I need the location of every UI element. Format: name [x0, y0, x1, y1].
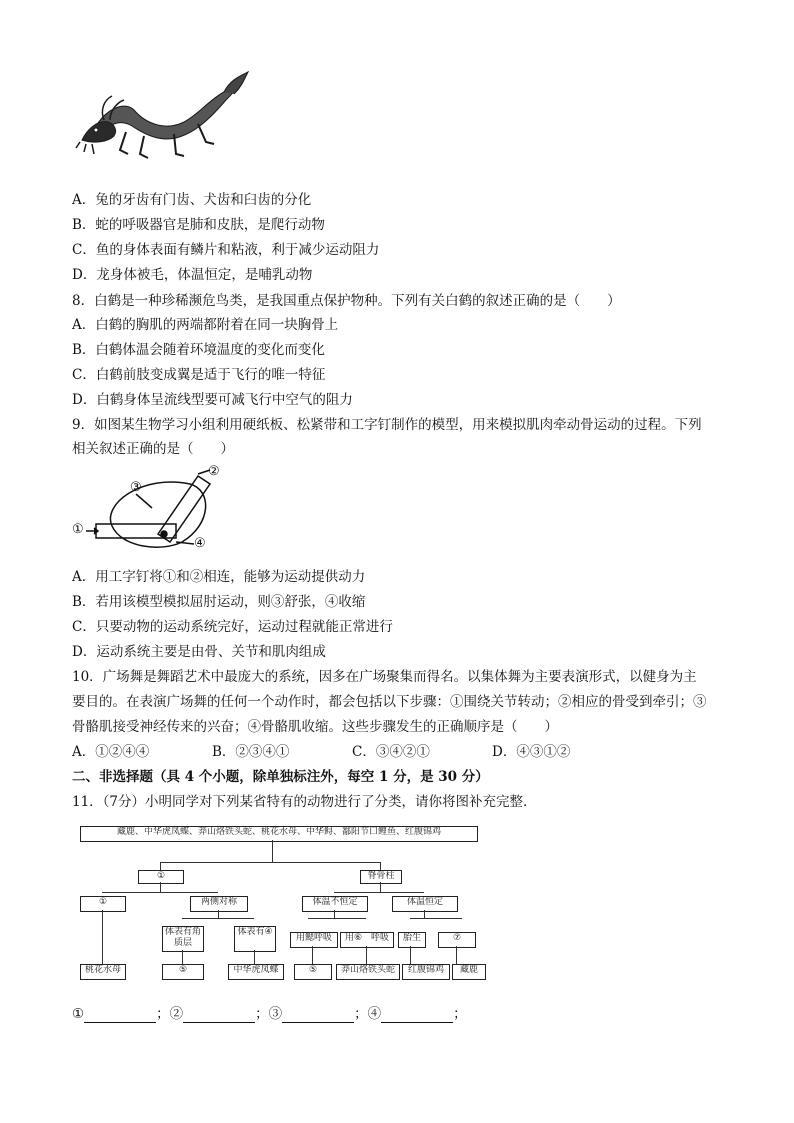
tree-node-6: 体温恒定: [392, 896, 458, 912]
tree-node-3: ①: [80, 896, 126, 912]
answer-label-2: ；②: [156, 1006, 184, 1022]
connector: [102, 910, 103, 964]
tree-leaf-1: 桃花水母: [80, 964, 126, 980]
label-3: ③: [130, 480, 142, 495]
connector: [410, 946, 411, 964]
tree-leaf-5: 莽山烙铁头蛇: [336, 964, 400, 980]
q8-option-c: C．白鹤前肢变成翼是适于飞行的唯一特征: [72, 367, 326, 383]
q9-option-d: D．运动系统主要是由骨、关节和肌肉组成: [72, 644, 326, 660]
label-4: ④: [194, 536, 206, 551]
connector: [410, 918, 462, 919]
connector: [380, 862, 381, 870]
answer-blank-1[interactable]: [84, 1008, 156, 1023]
connector: [312, 946, 313, 964]
label-2: ②: [208, 464, 220, 479]
connector: [218, 910, 219, 918]
connector: [424, 910, 425, 918]
q10-stem-line1: 10．广场舞是舞蹈艺术中最庞大的系统，因多在广场聚集而得名。以集体舞为主要表演形式，以健身为主: [72, 669, 697, 685]
answer-blank-3[interactable]: [282, 1008, 354, 1023]
connector: [160, 862, 161, 870]
tree-leaf-2: ⑤: [162, 964, 204, 980]
q7-option-c: C．鱼的身体表面有鳞片和粘液，利于减少运动阻力: [72, 242, 380, 258]
connector: [102, 892, 218, 893]
q8-stem: 8．白鹤是一种珍稀濒危鸟类，是我国重点保护物种。下列有关白鹤的叙述正确的是（ ）: [72, 293, 621, 309]
q11-stem: 11．（7分）小明同学对下列某省特有的动物进行了分类，请你将图补充完整．: [72, 794, 537, 810]
classification-tree: [72, 822, 492, 992]
connector: [160, 882, 161, 892]
connector: [254, 950, 255, 964]
connector: [456, 946, 457, 964]
q10-option-b: B．②③④①: [212, 744, 290, 760]
connector: [366, 946, 367, 964]
q10-option-a: A．①②④④: [72, 744, 150, 760]
answer-blank-4[interactable]: [381, 1008, 453, 1023]
q7-option-d: D．龙身体被毛，体温恒定，是哺乳动物: [72, 267, 313, 283]
q7-option-b: B．蛇的呼吸器官是肺和皮肤，是爬行动物: [72, 217, 325, 233]
connector: [308, 918, 366, 919]
tree-node-4: 两侧对称: [190, 896, 248, 912]
q9-option-b: B．若用该模型模拟屈肘运动，则③舒张，④收缩: [72, 594, 366, 610]
tree-node-1: ①: [138, 870, 184, 884]
q9-stem-line1: 9．如图某生物学习小组利用硬纸板、松紧带和工字钉制作的模型，用来模拟肌肉牵动骨运动的过程。下列: [72, 417, 702, 433]
label-1: ①: [72, 522, 84, 537]
q8-option-a: A．白鹤的胸肌的两端都附着在同一块胸骨上: [72, 317, 339, 333]
connector: [272, 840, 273, 862]
q9-option-c: C．只要动物的运动系统完好，运动过程就能正常进行: [72, 619, 393, 635]
answer-blank-2[interactable]: [183, 1008, 255, 1023]
tree-node-7: 体表有角质层: [162, 926, 204, 952]
q8-option-b: B．白鹤体温会随着环境温度的变化而变化: [72, 342, 325, 358]
tree-leaf-4: ⑤: [294, 964, 332, 980]
tree-node-5: 体温不恒定: [302, 896, 368, 912]
tree-leaf-3: 中华虎凤蝶: [228, 964, 284, 980]
answer-label-3: ；③: [255, 1006, 283, 1022]
tree-root: 藏鹿、中华虎凤蝶、莽山烙铁头蛇、桃花水母、中华鲟、鄱阳节口鲤鱼、红腹锦鸡: [80, 826, 478, 842]
tree-leaf-6: 红腹锦鸡: [402, 964, 450, 980]
q11-answer-blanks: [72, 1005, 467, 1023]
connector: [334, 892, 424, 893]
tree-leaf-7: 藏鹿: [452, 964, 486, 980]
muscle-model-figure: [72, 464, 232, 559]
tree-node-2: 脊骨柱: [360, 870, 402, 884]
tree-node-9: 用鳃呼吸: [290, 932, 338, 948]
answer-label-4: ；④: [354, 1006, 382, 1022]
tree-node-10: 用⑥ 呼吸: [340, 932, 394, 948]
tree-node-12: ⑦: [438, 932, 476, 948]
q10-option-d: D．④③①②: [492, 744, 571, 760]
connector: [182, 918, 254, 919]
connector: [182, 950, 183, 964]
answer-label-1: ①: [72, 1006, 85, 1022]
q10-stem-line3: 骨骼肌接受神经传来的兴奋；④骨骼肌收缩。这些步骤发生的正确顺序是（ ）: [72, 719, 558, 735]
q10-stem-line2: 要目的。在表演广场舞的任何一个动作时，都会包括以下步骤：①围绕关节转动；②相应的骨受到牵引；③: [72, 694, 707, 710]
connector: [334, 910, 335, 918]
q9-option-a: A．用工字钉将①和②相连，能够为运动提供动力: [72, 569, 366, 585]
tree-node-11: 胎生: [398, 932, 426, 948]
dragon-image: [74, 70, 250, 170]
connector: [380, 882, 381, 892]
q10-option-c: C．③④②①: [352, 744, 430, 760]
q9-stem-line2: 相关叙述正确的是（ ）: [72, 441, 234, 457]
section-2-heading: 二、非选择题（具 4 个小题，除单独标注外，每空 1 分，是 30 分）: [72, 769, 489, 785]
tree-node-8: 体表有④: [234, 926, 276, 952]
q7-option-a: A．兔的牙齿有门齿、犬齿和臼齿的分化: [72, 192, 312, 208]
q8-option-d: D．白鹤身体呈流线型要可减飞行中空气的阻力: [72, 392, 353, 408]
connector: [160, 862, 380, 863]
answer-end: ；: [453, 1006, 467, 1022]
